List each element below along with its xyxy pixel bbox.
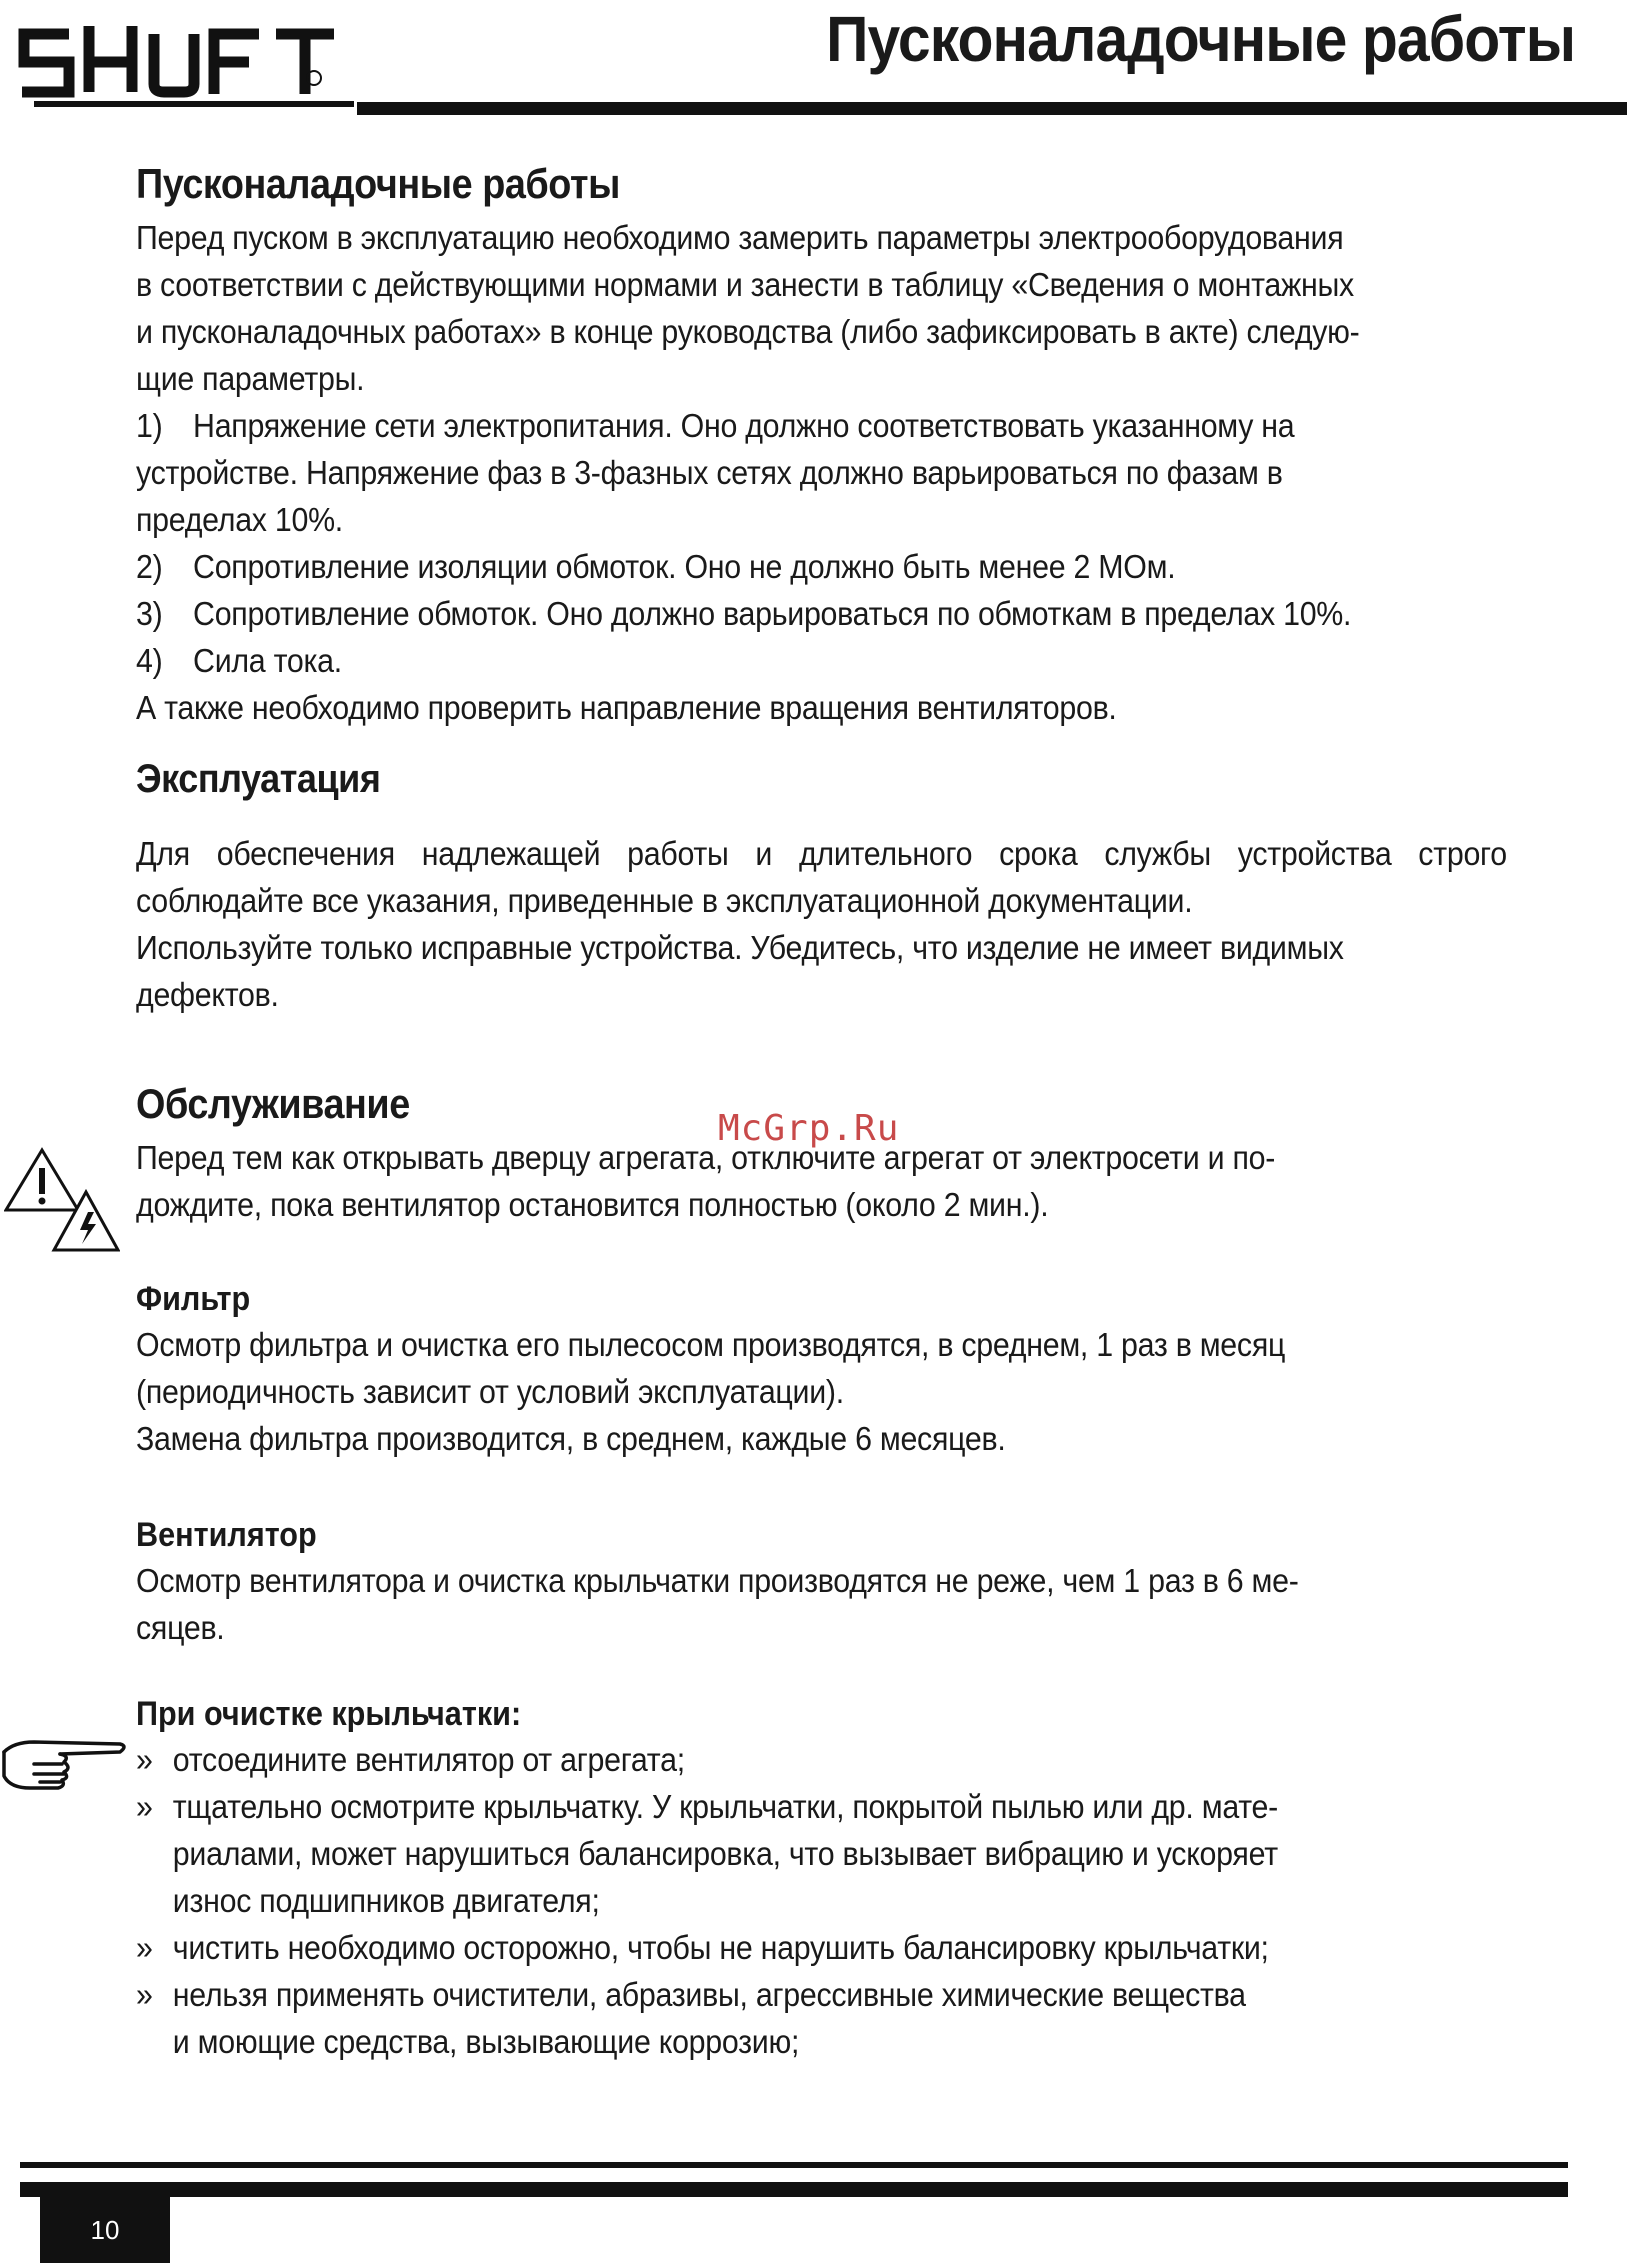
section-impeller-cleaning xyxy=(136,1695,1596,2065)
section-maintenance xyxy=(136,1080,1596,1228)
list-item-continuation xyxy=(136,496,1507,543)
list-item xyxy=(136,543,1507,590)
impeller-cleaning-list xyxy=(136,1736,1507,2065)
text-line: (периодичность зависит от условий эксплуатации). xyxy=(136,1373,844,1410)
text-line: дефектов. xyxy=(136,976,279,1013)
bullet: » xyxy=(136,1929,153,1966)
content xyxy=(136,160,1596,2065)
text-line: Замена фильтра производится, в среднем, каждые 6 месяцев. xyxy=(136,1420,1006,1457)
text-line: Перед пуском в эксплуатацию необходимо замерить параметры электрооборудования xyxy=(136,219,1344,256)
text-line: Для обеспечения надлежащей работы и длительного срока службы устройства строго xyxy=(136,835,1507,872)
list-item xyxy=(136,1971,1507,2018)
section-commissioning xyxy=(136,160,1596,731)
section-heading-commissioning: Пусконаладочные работы xyxy=(136,160,620,207)
item-number: 2) xyxy=(136,548,163,585)
item-number: 4) xyxy=(136,642,163,679)
footer-rule-thick xyxy=(20,2182,1568,2197)
text-line: в соответствии с действующими нормами и занести в таблицу «Сведения о монтажных xyxy=(136,266,1354,303)
list-item-continuation xyxy=(136,449,1507,496)
item-text: тщательно осмотрите крыльчатку. У крыльчатки, покрытой пылью или др. мате- xyxy=(172,1788,1279,1825)
pointing-hand-icon xyxy=(0,1730,130,1794)
text-line: и пусконаладочных работах» в конце руководства (либо зафиксировать в акте) следую- xyxy=(136,313,1360,350)
list-item xyxy=(136,1736,1507,1783)
list-item-continuation xyxy=(136,1877,1507,1924)
footer-rule xyxy=(20,2162,1568,2168)
subsection-heading-fan: Вентилятор xyxy=(136,1516,317,1554)
item-number: 1) xyxy=(136,407,163,444)
text-line: Осмотр фильтра и очистка его пылесосом производятся, в среднем, 1 раз в месяц xyxy=(136,1326,1286,1363)
list-item xyxy=(136,1924,1507,1971)
text-line: сяцев. xyxy=(136,1609,225,1646)
item-text: износ подшипников двигателя; xyxy=(172,1882,600,1919)
item-text: Сопротивление обмоток. Оно должно варьироваться по обмоткам в пределах 10%. xyxy=(193,595,1352,632)
brand-logo xyxy=(14,14,374,114)
list-item xyxy=(136,637,1507,684)
section-operation xyxy=(136,757,1596,1018)
watermark: McGrp.Ru xyxy=(718,1108,900,1149)
bullet: » xyxy=(136,1741,153,1778)
parameter-list xyxy=(136,402,1507,684)
item-text: Сопротивление изоляции обмоток. Оно не должно быть менее 2 МОм. xyxy=(193,548,1176,585)
section-fan xyxy=(136,1516,1596,1651)
warning-triangle-icon xyxy=(4,1146,120,1258)
item-text: отсоедините вентилятор от агрегата; xyxy=(172,1741,685,1778)
header-rule xyxy=(357,102,1627,115)
bullet: » xyxy=(136,1788,153,1825)
item-text: чистить необходимо осторожно, чтобы не нарушить балансировку крыльчатки; xyxy=(172,1929,1269,1966)
section-heading-operation: Эксплуатация xyxy=(136,757,381,801)
page-number: 10 xyxy=(40,2197,170,2263)
text-line: Перед тем как открывать дверцу агрегата, отключите агрегат от электросети и по- xyxy=(136,1139,1276,1176)
bullet: » xyxy=(136,1976,153,2013)
item-text: Напряжение сети электропитания. Оно должно соответствовать указанному на xyxy=(193,407,1295,444)
item-text: нельзя применять очистители, абразивы, агрессивные химические вещества xyxy=(172,1976,1246,2013)
list-item-continuation xyxy=(136,2018,1507,2065)
section-heading-maintenance: Обслуживание xyxy=(136,1080,410,1127)
item-text: риалами, может нарушиться балансировка, что вызывает вибрацию и ускоряет xyxy=(172,1835,1278,1872)
list-item-continuation xyxy=(136,1830,1507,1877)
section-filter xyxy=(136,1280,1596,1462)
subsection-heading-impeller: При очистке крыльчатки: xyxy=(136,1695,522,1733)
text-line: А также необходимо проверить направление вращения вентиляторов. xyxy=(136,689,1117,726)
text-line: Используйте только исправные устройства. Убедитесь, что изделие не имеет видимых xyxy=(136,929,1344,966)
list-item xyxy=(136,402,1507,449)
text-line: щие параметры. xyxy=(136,360,365,397)
subsection-heading-filter: Фильтр xyxy=(136,1280,251,1318)
item-text: устройстве. Напряжение фаз в 3-фазных сетях должно варьироваться по фазам в xyxy=(136,454,1283,491)
item-text: Сила тока. xyxy=(193,642,342,679)
text-line: дождите, пока вентилятор остановится полностью (около 2 мин.). xyxy=(136,1186,1049,1223)
item-text: пределах 10%. xyxy=(136,501,343,538)
text-line: Осмотр вентилятора и очистка крыльчатки производятся не реже, чем 1 раз в 6 ме- xyxy=(136,1562,1299,1599)
list-item xyxy=(136,1783,1507,1830)
item-text: и моющие средства, вызывающие коррозию; xyxy=(172,2023,800,2060)
text-line: соблюдайте все указания, приведенные в эксплуатационной документации. xyxy=(136,882,1193,919)
list-item xyxy=(136,590,1507,637)
page-title: Пусконаладочные работы xyxy=(826,3,1575,75)
item-number: 3) xyxy=(136,595,163,632)
